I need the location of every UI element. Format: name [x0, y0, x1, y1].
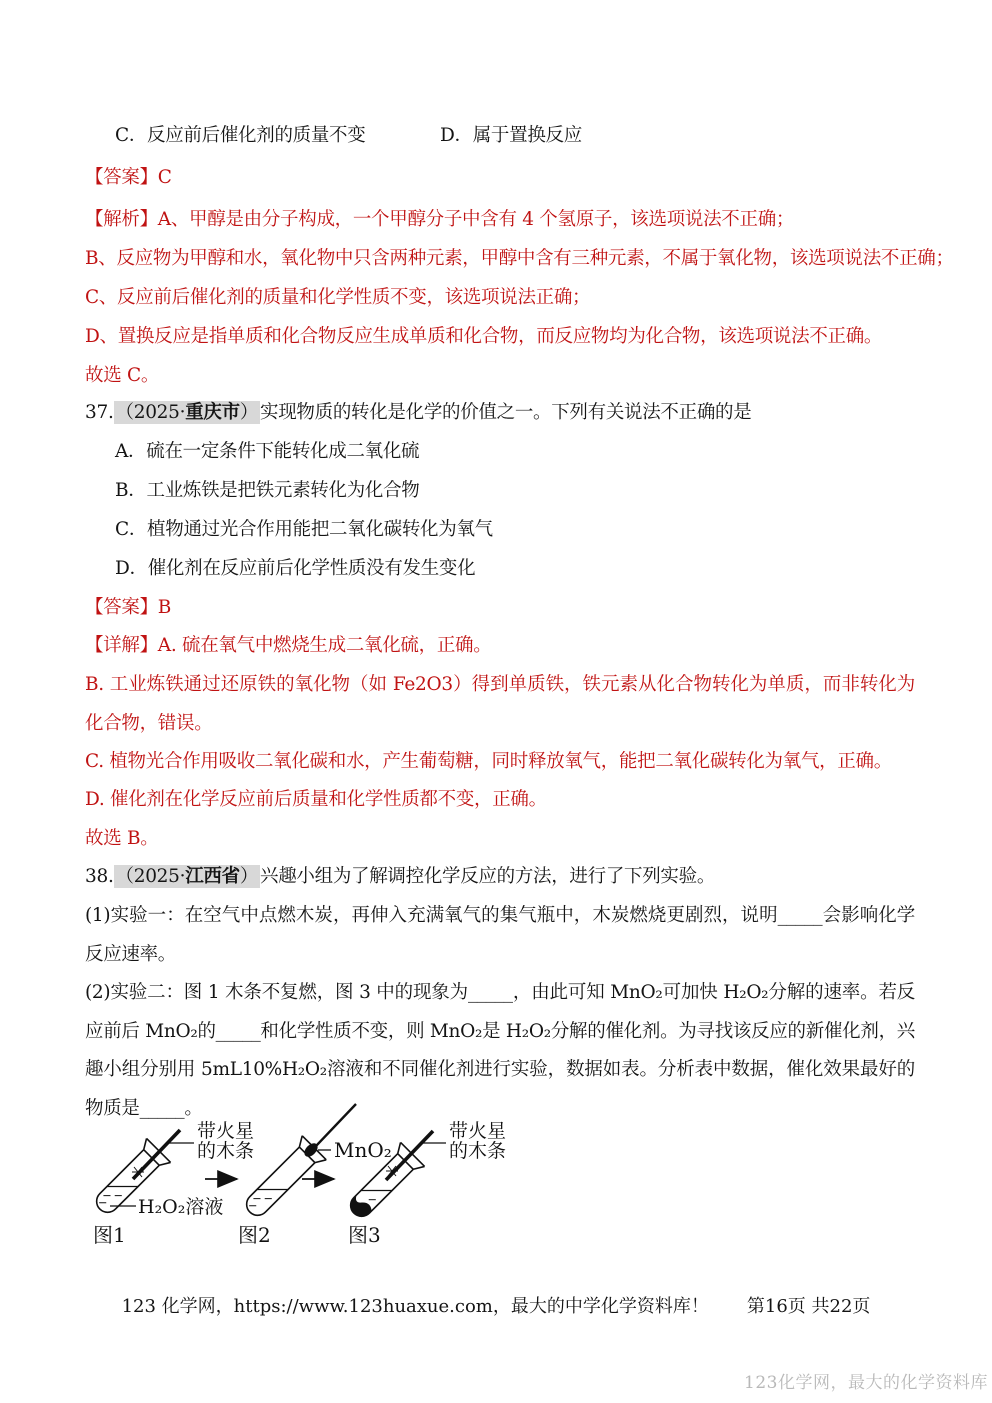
q37-answer: 【答案】B [85, 597, 172, 618]
footer-page-number: 第16页 共22页 [746, 1296, 871, 1317]
q37-source-city: 重庆市 [185, 402, 240, 423]
prev-option-d: D．属于置换反应 [440, 125, 582, 146]
figure-caption-3: 图3 [348, 1223, 381, 1247]
q37-explain-d: D. 催化剂在化学反应前后质量和化学性质都不变，正确。 [85, 789, 547, 810]
q38-stem: 兴趣小组为了解调控化学反应的方法，进行了下列实验。 [260, 866, 716, 887]
q38-source-tag: （2025·江西省） [115, 866, 259, 887]
page-footer [0, 1292, 992, 1318]
q37-stem-line [85, 394, 915, 433]
q38-part2: (2)实验二：图 1 木条不复燃，图 3 中的现象为_____，由此可知 MnO₂可加快 H₂O₂分解的速率。若反应前后 MnO₂的_____和化学性质不变，则 MnO₂是 H₂O₂分解的催化剂。为寻找该反应的新催化剂，兴趣小组分别用 5mL10%H₂O₂溶液和不同催化剂进行实验，数据如表。分析表中数据，催化效果最好的物质是_____。 [85, 982, 915, 1119]
q37-explain-b: B. 工业炼铁通过还原铁的氧化物（如 Fe2O3）得到单质铁，铁元素从化合物转化为单质，而非转化为化合物，错误。 [85, 674, 915, 734]
prev-options-row [115, 117, 945, 156]
prev-answer: 【答案】C [85, 167, 172, 188]
splint-label-1-line2: 的木条 [197, 1140, 255, 1162]
prev-analysis-a: 【解析】A、甲醇是由分子构成，一个甲醇分子中含有 4 个氢原子，该选项说法不正确； [85, 209, 795, 230]
q37-option-a: A．硫在一定条件下能转化成二氧化硫 [115, 441, 420, 462]
prev-analysis-c: C、反应前后催化剂的质量和化学性质不变，该选项说法正确； [85, 287, 591, 308]
q37-source-tag: （2025·重庆市） [115, 402, 259, 423]
q37-option-c: C．植物通过光合作用能把二氧化碳转化为氧气 [115, 519, 493, 540]
q37-explain-a: 【详解】A. 硫在氧气中燃烧生成二氧化硫，正确。 [85, 635, 492, 656]
q37-option-d: D．催化剂在反应前后化学性质没有发生变化 [115, 558, 476, 579]
q37-number: 37. [85, 402, 114, 423]
q38-number: 38. [85, 866, 114, 887]
experiment-figure [80, 1100, 540, 1265]
figure-caption-1: 图1 [93, 1223, 126, 1247]
splint-label-1-line1: 带火星 [197, 1120, 255, 1142]
q38-part1: (1)实验一：在空气中点燃木炭，再伸入充满氧气的集气瓶中，木炭燃烧更剧烈，说明_____会影响化学反应速率。 [85, 905, 915, 965]
splint-label-3-line1: 带火星 [449, 1120, 507, 1142]
q37-stem: 实现物质的转化是化学的价值之一。下列有关说法不正确的是 [260, 402, 752, 423]
prev-analysis-d: D、置换反应是指单质和化合物反应生成单质和化合物，而反应物均为化合物，该选项说法不正确。 [85, 326, 883, 347]
q38-source-city: 江西省 [185, 866, 240, 887]
prev-analysis-b: B、反应物为甲醇和水，氧化物中只含两种元素，甲醇中含有三种元素，不属于氧化物，该选项说法不正确； [85, 248, 954, 269]
q37-explain-c: C. 植物光合作用吸收二氧化碳和水，产生葡萄糖，同时释放氧气，能把二氧化碳转化为氧气，正确。 [85, 751, 892, 772]
mno2-label: MnO₂ [334, 1138, 392, 1162]
footer-site-info: 123 化学网，https://www.123huaxue.com，最大的中学化学资料库！ [121, 1296, 709, 1317]
prev-conclusion: 故选 C。 [85, 365, 160, 386]
prev-option-c: C．反应前后催化剂的质量不变 [115, 125, 366, 146]
q37-conclusion: 故选 B。 [85, 828, 159, 849]
figure-caption-2: 图2 [238, 1223, 271, 1247]
splint-label-3-line2: 的木条 [449, 1140, 507, 1162]
q38-stem-line [85, 858, 915, 897]
solution-label: H₂O₂溶液 [138, 1196, 224, 1218]
watermark-text: 123化学网，最大的化学资料库 [744, 1373, 988, 1393]
q37-option-b: B．工业炼铁是把铁元素转化为化合物 [115, 480, 420, 501]
